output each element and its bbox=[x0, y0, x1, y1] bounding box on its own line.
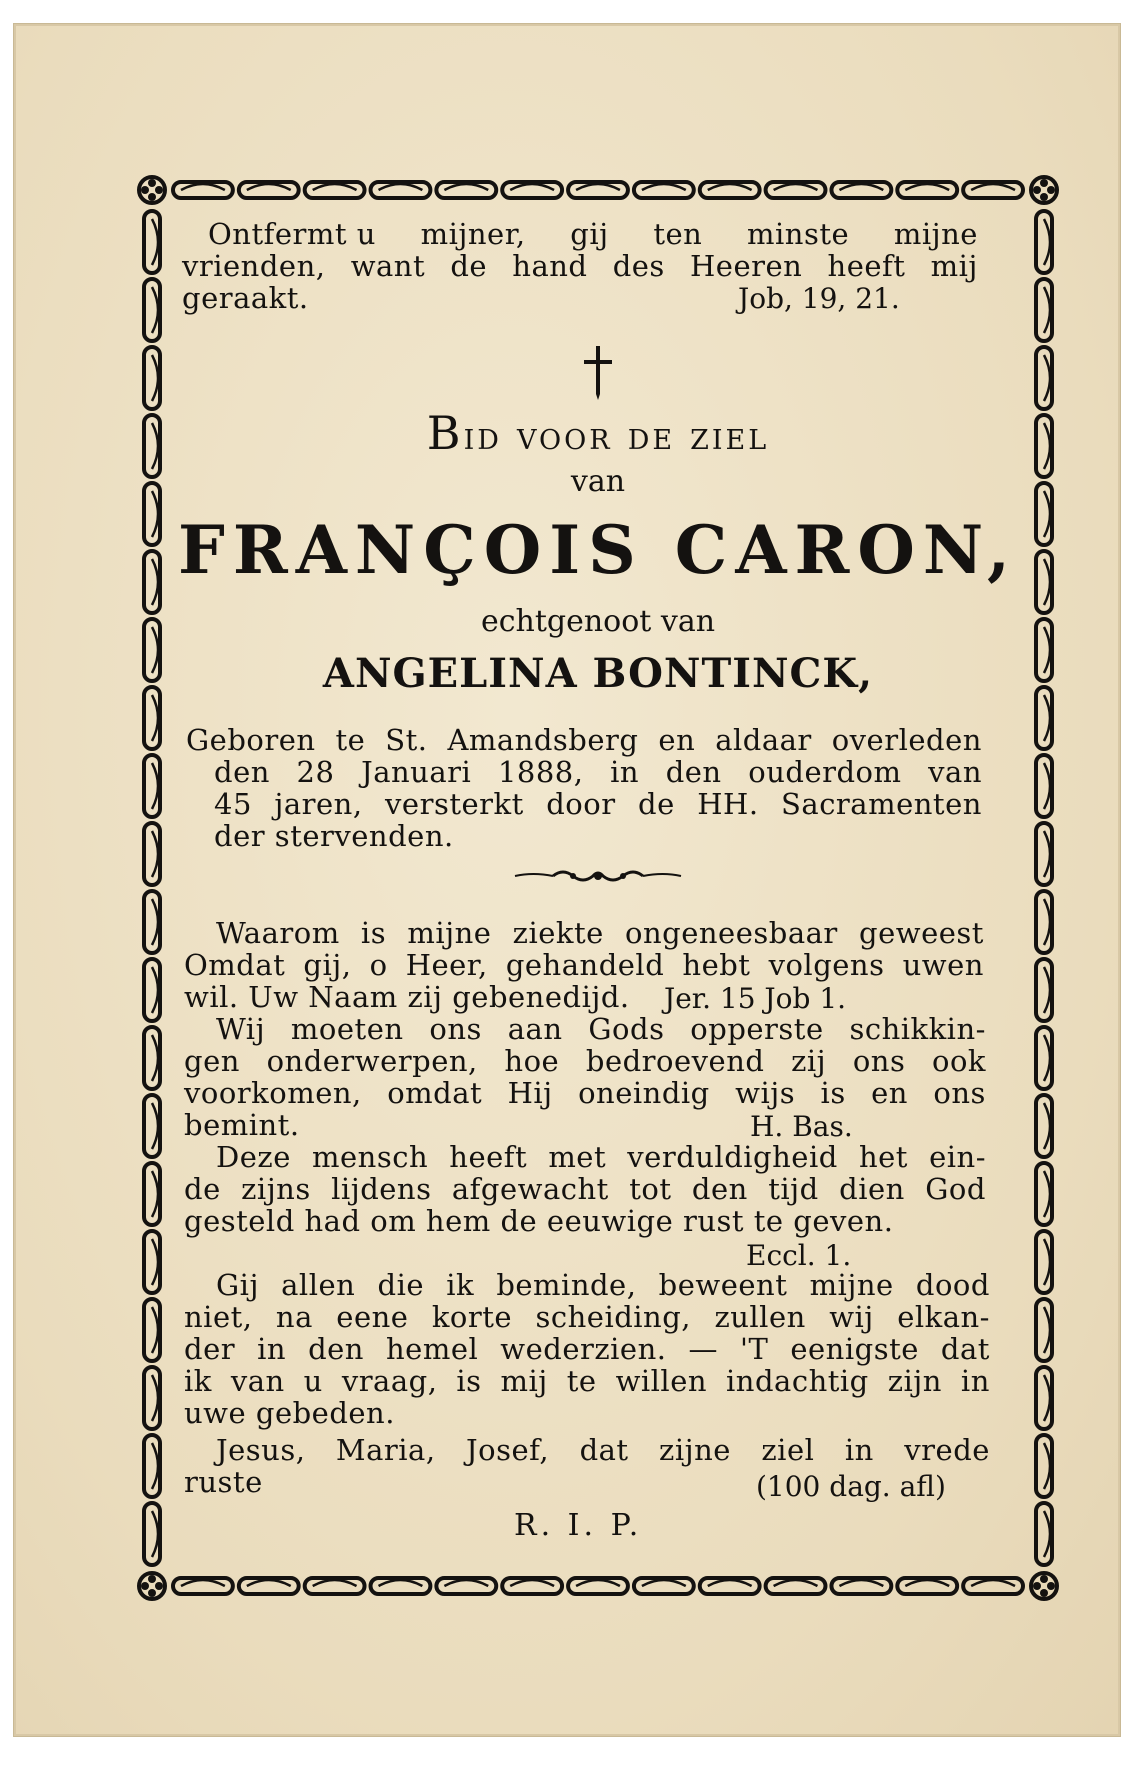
word: Gods bbox=[588, 1012, 665, 1046]
verse-3-line-2 bbox=[184, 1173, 986, 1205]
word: van bbox=[230, 1364, 285, 1398]
epigraph-word: mij bbox=[930, 249, 978, 283]
verse-2-reference: H. Bas. bbox=[750, 1110, 853, 1143]
word: heeft bbox=[449, 1140, 528, 1174]
word: dien bbox=[839, 1172, 905, 1206]
word: mijne bbox=[407, 916, 492, 950]
word: geweest bbox=[859, 916, 984, 950]
bio-last-line: der stervenden. bbox=[214, 819, 454, 853]
epigraph-last-line: geraakt. bbox=[182, 281, 309, 315]
word: gen bbox=[184, 1044, 240, 1078]
word: opperste bbox=[690, 1012, 824, 1046]
word: ein- bbox=[929, 1140, 986, 1174]
word: schikkin- bbox=[849, 1012, 986, 1046]
word: Josef, bbox=[466, 1433, 550, 1467]
verse-2-line-1 bbox=[216, 1013, 986, 1045]
epigraph-word: mijne bbox=[893, 217, 978, 251]
word: Omdat bbox=[184, 948, 286, 982]
word: beweent bbox=[658, 1268, 788, 1302]
word: in bbox=[257, 1332, 287, 1366]
word: hemel bbox=[386, 1332, 479, 1366]
word: Deze bbox=[216, 1140, 291, 1174]
spouse-label: echtgenoot van bbox=[480, 604, 716, 639]
epigraph-line-2 bbox=[182, 250, 978, 282]
epigraph-word: minste bbox=[747, 217, 850, 251]
word: lijdens bbox=[331, 1172, 432, 1206]
word: in bbox=[610, 755, 640, 789]
word: en bbox=[871, 1076, 908, 1110]
word: mijne bbox=[809, 1268, 894, 1302]
word: aldaar bbox=[715, 723, 812, 757]
word: jaren, bbox=[274, 787, 363, 821]
word: niet, bbox=[184, 1300, 253, 1334]
word: Waarom bbox=[216, 916, 340, 950]
epigraph-word: mijner, bbox=[420, 217, 526, 251]
word: het bbox=[858, 1140, 908, 1174]
epigraph-word: des bbox=[612, 249, 665, 283]
word: eenigste bbox=[790, 1332, 919, 1366]
verse-5-last-line: ruste bbox=[184, 1465, 263, 1499]
word: dood bbox=[915, 1268, 990, 1302]
word: omdat bbox=[387, 1076, 483, 1110]
word: o bbox=[369, 948, 388, 982]
word: ongeneesbaar bbox=[625, 916, 838, 950]
word: Hij bbox=[507, 1076, 553, 1110]
epigraph-line-1 bbox=[208, 218, 978, 250]
word: dat bbox=[940, 1332, 990, 1366]
word: eene bbox=[336, 1300, 409, 1334]
word: u bbox=[303, 1364, 323, 1398]
word: oneindig bbox=[578, 1076, 710, 1110]
word: dat bbox=[579, 1433, 629, 1467]
word: 28 bbox=[296, 755, 335, 789]
word: Januari bbox=[361, 755, 472, 789]
word: Maria, bbox=[335, 1433, 436, 1467]
word: willen bbox=[615, 1364, 708, 1398]
card-text bbox=[136, 174, 1060, 1602]
word: den bbox=[308, 1332, 364, 1366]
word: ziel bbox=[761, 1433, 815, 1467]
word: der bbox=[184, 1332, 236, 1366]
epigraph-word: vrienden, bbox=[182, 249, 326, 283]
word: tot bbox=[629, 1172, 672, 1206]
verse-4-line-3 bbox=[184, 1333, 990, 1365]
verse-4-last-line: uwe gebeden. bbox=[184, 1396, 395, 1430]
epigraph-word: gij bbox=[570, 217, 609, 251]
word: met bbox=[548, 1140, 607, 1174]
word: overleden bbox=[831, 723, 982, 757]
word: beminde, bbox=[496, 1268, 637, 1302]
van-label: van bbox=[570, 464, 626, 499]
word: den bbox=[691, 1172, 748, 1206]
word: Sacramenten bbox=[781, 787, 982, 821]
word: den bbox=[214, 755, 270, 789]
bio-line-2 bbox=[214, 756, 982, 788]
word: van bbox=[928, 755, 982, 789]
word: voorkomen, bbox=[184, 1076, 362, 1110]
word: allen bbox=[281, 1268, 356, 1302]
word: na bbox=[275, 1300, 313, 1334]
word: aan bbox=[507, 1012, 563, 1046]
deceased-name: FRANÇOIS CARON, bbox=[178, 511, 1018, 589]
epigraph-word: ten bbox=[653, 217, 703, 251]
epigraph-reference: Job, 19, 21. bbox=[738, 282, 900, 315]
word: Amandsberg bbox=[447, 723, 639, 757]
word: wij bbox=[829, 1300, 874, 1334]
word: ik bbox=[184, 1364, 212, 1398]
epigraph-word: hand bbox=[512, 249, 588, 283]
word: te bbox=[566, 1364, 597, 1398]
ornamental-frame bbox=[136, 174, 1060, 1602]
word: uwen bbox=[902, 948, 984, 982]
word: is bbox=[820, 1076, 846, 1110]
word: zijne bbox=[659, 1433, 731, 1467]
word: St. bbox=[385, 723, 428, 757]
word: zullen bbox=[714, 1300, 806, 1334]
word: Geboren bbox=[186, 723, 316, 757]
verse-2-last-line: bemint. bbox=[184, 1108, 300, 1142]
word: ziekte bbox=[512, 916, 604, 950]
word: den bbox=[665, 755, 722, 789]
word: zij bbox=[791, 1044, 827, 1078]
memorial-card bbox=[14, 24, 1120, 1736]
epigraph-word: heeft bbox=[827, 249, 906, 283]
word: mij bbox=[500, 1364, 548, 1398]
word: God bbox=[925, 1172, 986, 1206]
rip-closing: R. I. P. bbox=[514, 1508, 643, 1543]
verse-2-line-2 bbox=[184, 1045, 986, 1077]
word: moeten bbox=[290, 1012, 404, 1046]
verse-1-line-2 bbox=[184, 949, 984, 981]
word: ouderdom bbox=[748, 755, 902, 789]
word: ons bbox=[852, 1044, 906, 1078]
verse-4-line-1 bbox=[216, 1269, 990, 1301]
word: die bbox=[377, 1268, 425, 1302]
verse-4-line-4 bbox=[184, 1365, 990, 1397]
word: verduldigheid bbox=[627, 1140, 838, 1174]
word: volgens bbox=[768, 948, 885, 982]
word: indachtig bbox=[726, 1364, 869, 1398]
word: de bbox=[638, 787, 675, 821]
epigraph-word: de bbox=[450, 249, 488, 283]
word: zijns bbox=[241, 1172, 311, 1206]
word: bedroevend bbox=[585, 1044, 765, 1078]
word: gehandeld bbox=[505, 948, 665, 982]
verse-5-reference: (100 dag. afl) bbox=[756, 1470, 946, 1503]
word: ook bbox=[932, 1044, 986, 1078]
word: in bbox=[844, 1433, 874, 1467]
epigraph-word: Ontfermt u bbox=[208, 217, 376, 251]
cross-icon bbox=[582, 344, 614, 402]
word: vrede bbox=[904, 1433, 990, 1467]
verse-1-reference: Jer. 15 Job 1. bbox=[664, 982, 847, 1015]
verse-3-reference: Eccl. 1. bbox=[746, 1239, 852, 1272]
verse-1-line-1 bbox=[216, 917, 984, 949]
spouse-name: ANGELINA BONTINCK, bbox=[322, 650, 874, 697]
word: hebt bbox=[682, 948, 751, 982]
word: afgewacht bbox=[451, 1172, 609, 1206]
flourish-divider bbox=[513, 864, 683, 888]
word: onderwerpen, bbox=[266, 1044, 478, 1078]
word: korte bbox=[431, 1300, 513, 1334]
word: 45 bbox=[214, 787, 252, 821]
epigraph-word: Heeren bbox=[690, 249, 803, 283]
word: door bbox=[546, 787, 616, 821]
word: gij, bbox=[303, 948, 352, 982]
word: tijd bbox=[768, 1172, 819, 1206]
word: en bbox=[658, 723, 696, 757]
word: versterkt bbox=[385, 787, 524, 821]
word: 1888, bbox=[497, 755, 584, 789]
word: elkan- bbox=[897, 1300, 990, 1334]
word: scheiding, bbox=[535, 1300, 692, 1334]
verse-2-line-3 bbox=[184, 1077, 986, 1109]
word: hoe bbox=[504, 1044, 560, 1078]
word: wijs bbox=[735, 1076, 796, 1110]
word: is bbox=[360, 916, 387, 950]
word: in bbox=[960, 1364, 990, 1398]
word: te bbox=[335, 723, 366, 757]
verse-1-last-line: wil. Uw Naam zij gebenedijd. bbox=[184, 980, 630, 1014]
word: vraag, bbox=[341, 1364, 438, 1398]
bio-line-3 bbox=[214, 788, 982, 820]
verse-4-line-2 bbox=[184, 1301, 990, 1333]
verse-3-line-1 bbox=[216, 1141, 986, 1173]
word: is bbox=[456, 1364, 482, 1398]
verse-3-last-line: gesteld had om hem de eeuwige rust te geven. bbox=[184, 1204, 894, 1238]
word: 'T bbox=[740, 1332, 769, 1366]
epigraph-word: want bbox=[350, 249, 426, 283]
word: HH. bbox=[697, 787, 759, 821]
word: — bbox=[688, 1332, 718, 1366]
word: ons bbox=[429, 1012, 482, 1046]
word: Wij bbox=[216, 1012, 266, 1046]
word: de bbox=[184, 1172, 221, 1206]
word: zijn bbox=[887, 1364, 942, 1398]
word: mensch bbox=[312, 1140, 429, 1174]
bio-line-1 bbox=[186, 724, 982, 756]
word: wederzien. bbox=[500, 1332, 667, 1366]
word: Gij bbox=[216, 1268, 259, 1302]
prayer-heading: Bid voor de ziel bbox=[426, 406, 770, 460]
word: ons bbox=[933, 1076, 986, 1110]
verse-5-line-1 bbox=[216, 1434, 990, 1466]
word: ik bbox=[446, 1268, 475, 1302]
word: Jesus, bbox=[216, 1433, 306, 1467]
word: Heer, bbox=[405, 948, 488, 982]
